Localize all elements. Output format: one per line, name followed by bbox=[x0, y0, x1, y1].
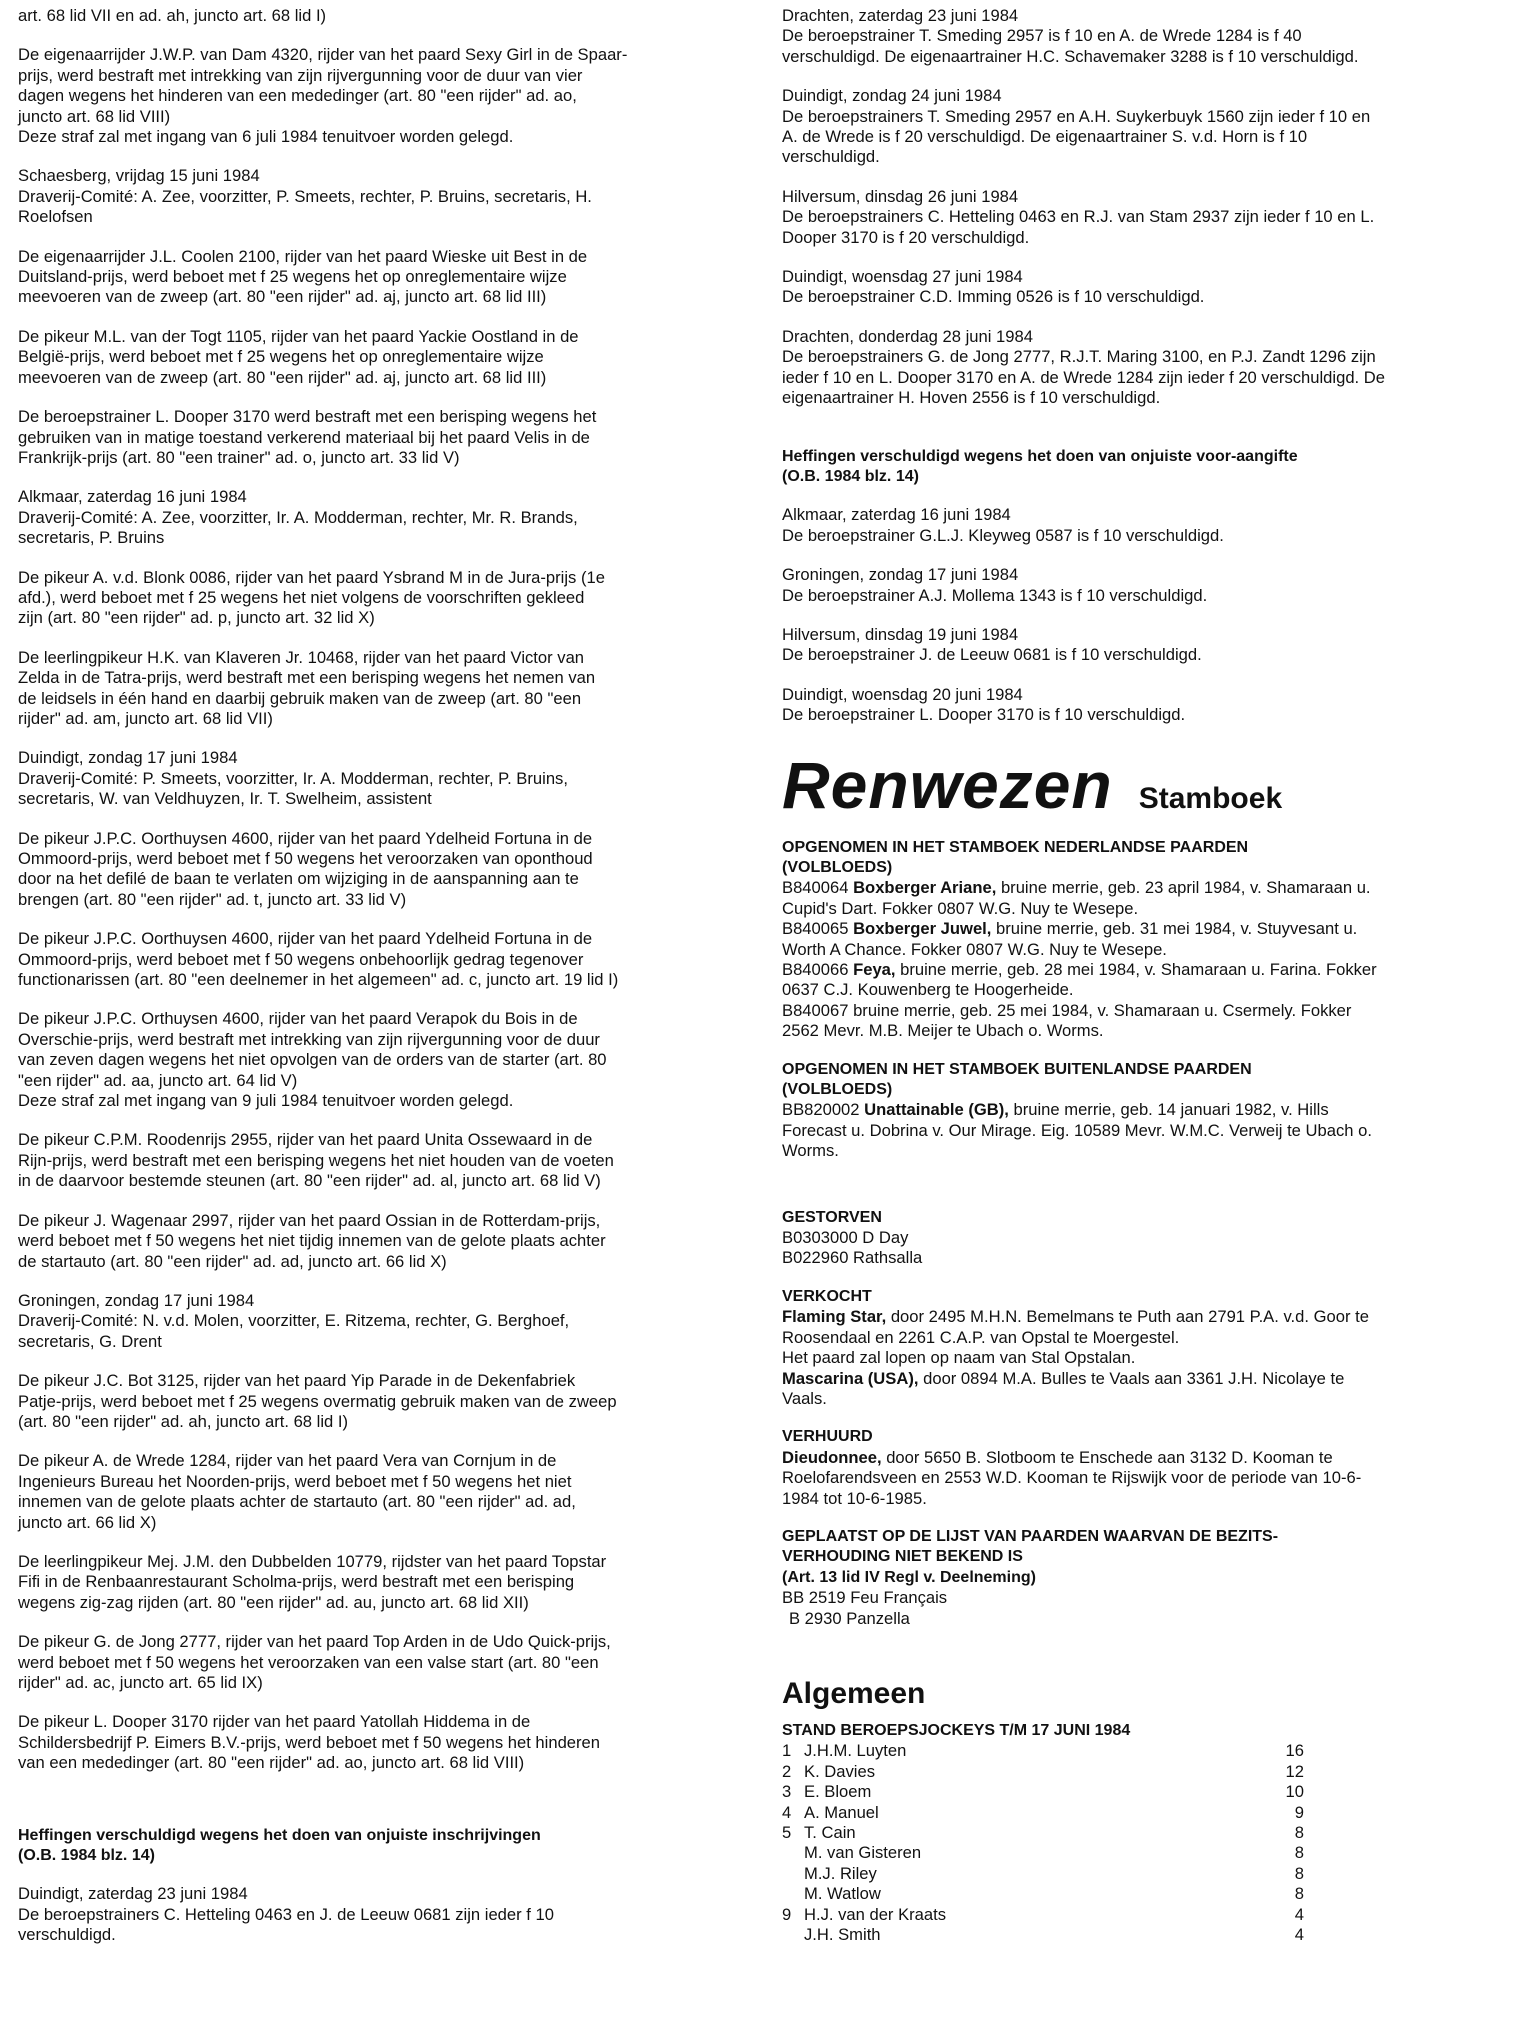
standings-heading: STAND BEROEPSJOCKEYS T/M 17 JUNI 1984 bbox=[782, 1721, 1131, 1739]
right-subhead bbox=[782, 447, 1492, 488]
rank-cell bbox=[782, 1843, 804, 1863]
horse-name: Unattainable (GB), bbox=[864, 1100, 1009, 1120]
paragraph bbox=[18, 45, 728, 147]
entry-text: bruine merrie, geb. 14 januari 1982, v. Hills bbox=[1013, 1100, 1329, 1120]
text-line: Frankrijk-prijs (art. 80 "een trainer" ad. o, juncto art. 33 lid V) bbox=[18, 447, 460, 467]
text-line: rijder" ad. ac, juncto art. 65 lid IX) bbox=[18, 1673, 263, 1692]
jockey-name-cell: K. Davies bbox=[804, 1761, 876, 1781]
text-line: De leerlingpikeur Mej. J.M. den Dubbelden 10779, rijdster van het paard Topstar bbox=[18, 1551, 607, 1571]
text-line: Roelofsen bbox=[18, 207, 93, 227]
text-line: werd beboet met f 50 wegens het veroorzaken van een valse start (art. 80 "een bbox=[18, 1652, 599, 1672]
text-line: meevoeren van de zweep (art. 80 "een rijder" ad. aj, juncto art. 68 lid III) bbox=[18, 287, 547, 307]
text-line: Rijn-prijs, werd bestraft met een berisping wegens het niet houden van de voeten bbox=[18, 1150, 614, 1170]
section-heading: VERHOUDING NIET BEKEND IS bbox=[782, 1548, 1023, 1566]
paragraph bbox=[782, 187, 1492, 248]
text-line: De eigenaarrijder J.W.P. van Dam 4320, rijder van het paard Sexy Girl in de Spaar- bbox=[18, 45, 628, 65]
rank-cell: 3 bbox=[782, 1782, 792, 1802]
stamboek-entry bbox=[782, 1100, 1492, 1120]
horse-name: Mascarina (USA), bbox=[782, 1368, 919, 1388]
text-line: De pikeur J.C. Bot 3125, rijder van het paard Yip Parade in de Dekenfabriek bbox=[18, 1371, 576, 1391]
table-row bbox=[782, 1843, 1304, 1863]
text-line: in de daarvoor bestemde steunen (art. 80 "een rijder" ad. al, juncto art. 68 lid V) bbox=[18, 1171, 601, 1191]
section-heading: VERHUURD bbox=[782, 1428, 873, 1446]
text-line: A. de Wrede is f 20 verschuldigd. De eigenaartrainer S. v.d. Horn is f 10 bbox=[782, 127, 1308, 147]
jockey-name-cell: H.J. van der Kraats bbox=[804, 1904, 947, 1924]
text-line: Draverij-Comité: A. Zee, voorzitter, P. Smeets, rechter, P. Bruins, secretaris, H. bbox=[18, 186, 592, 206]
section-heading: OPGENOMEN IN HET STAMBOEK BUITENLANDSE PAARDEN bbox=[782, 1060, 1252, 1078]
list-item bbox=[782, 1369, 1492, 1389]
horse-name: Feya, bbox=[853, 960, 896, 979]
text-line: Drachten, donderdag 28 juni 1984 bbox=[782, 326, 1033, 346]
text-line: van een mededinger (art. 80 "een rijder" ad. ao, juncto art. 68 lid VIII) bbox=[18, 1753, 525, 1773]
paragraph bbox=[782, 625, 1492, 666]
entry-text: Roelofarendsveen en 2553 W.D. Kooman te Rijswijk voor de periode van 10-6- bbox=[782, 1468, 1362, 1488]
paragraph bbox=[18, 1552, 728, 1613]
entry-text: bruine merrie, geb. 23 april 1984, v. Shamaraan u. bbox=[1000, 878, 1371, 898]
verhuurd-section bbox=[782, 1427, 1492, 1509]
section-heading: OPGENOMEN IN HET STAMBOEK NEDERLANDSE PAARDEN bbox=[782, 838, 1249, 856]
paragraph bbox=[782, 6, 1492, 67]
text-line: De beroepstrainers C. Hetteling 0463 en J. de Leeuw 0681 zijn ieder f 10 bbox=[18, 1904, 554, 1924]
left-subhead bbox=[18, 1826, 728, 1867]
text-line: De beroepstrainer J. de Leeuw 0681 is f 10 verschuldigd. bbox=[782, 645, 1202, 665]
rank-cell bbox=[782, 1864, 804, 1884]
gestorven-section bbox=[782, 1208, 1492, 1269]
jockey-name-cell: A. Manuel bbox=[804, 1802, 879, 1822]
entry-text: Worth A Chance. Fokker 0807 W.G. Nuy te Wesepe. bbox=[782, 939, 1167, 959]
points-cell: 8 bbox=[1294, 1843, 1304, 1863]
left-last-paragraph bbox=[18, 1884, 728, 1945]
text-line: juncto art. 66 lid X) bbox=[18, 1512, 157, 1532]
text-line: dagen wegens het hinderen van een mededinger (art. 80 "een rijder" ad. ao, bbox=[18, 86, 577, 106]
horse-name: Dieudonnee, bbox=[782, 1447, 882, 1467]
text-line: Draverij-Comité: N. v.d. Molen, voorzitter, E. Ritzema, rechter, G. Berghoef, bbox=[18, 1311, 570, 1331]
verkocht-section bbox=[782, 1287, 1492, 1409]
text-line: Schaesberg, vrijdag 15 juni 1984 bbox=[18, 166, 260, 186]
text-line: Ommoord-prijs, werd beboet met f 50 wegens het veroorzaken van oponthoud bbox=[18, 849, 593, 868]
paragraph bbox=[782, 565, 1492, 606]
section-heading: (VOLBLOEDS) bbox=[782, 858, 893, 876]
stamboek-entry bbox=[782, 1001, 1492, 1021]
paragraph bbox=[18, 1371, 728, 1432]
text-line: functionarissen (art. 80 "een deelnemer in het algemeen" ad. c, juncto art. 19 lid I) bbox=[18, 970, 619, 990]
text-line: zijn (art. 80 "een rijder" ad. p, juncto art. 32 lid X) bbox=[18, 608, 375, 628]
text-line: De beroepstrainer C.D. Imming 0526 is f 10 verschuldigd. bbox=[782, 287, 1205, 307]
text-line: De pikeur G. de Jong 2777, rijder van het paard Top Arden in de Udo Quick-prijs, bbox=[18, 1632, 611, 1652]
stamboek-buitenlandse-section bbox=[782, 1060, 1492, 1162]
entry-text: door 5650 B. Slotboom te Enschede aan 3132 D. Kooman te bbox=[886, 1447, 1333, 1467]
text-line: Alkmaar, zaterdag 16 juni 1984 bbox=[782, 505, 1011, 525]
text-line: De beroepstrainers C. Hetteling 0463 en R.J. van Stam 2937 zijn ieder f 10 en L. bbox=[782, 207, 1375, 227]
text-line: Dooper 3170 is f 20 verschuldigd. bbox=[782, 227, 1030, 247]
entry-code: B840064 bbox=[782, 878, 849, 898]
subhead-line: Heffingen verschuldigd wegens het doen van onjuiste voor-aangifte bbox=[782, 447, 1298, 465]
subhead-line: Heffingen verschuldigd wegens het doen van onjuiste inschrijvingen bbox=[18, 1826, 541, 1844]
rank-cell bbox=[782, 1925, 804, 1945]
entry-code: B840066 bbox=[782, 960, 849, 979]
entry-text: Roosendaal en 2261 C.A.P. van Opstal te Moergestel. bbox=[782, 1327, 1180, 1347]
text-line: juncto art. 68 lid VIII) bbox=[18, 106, 171, 126]
text-line: innemen van de gelote plaats achter de startauto (art. 80 "een rijder" ad. ad, bbox=[18, 1492, 576, 1512]
paragraph bbox=[18, 327, 728, 388]
left-paragraphs bbox=[18, 6, 728, 1774]
text-line: Hilversum, dinsdag 26 juni 1984 bbox=[782, 186, 1019, 206]
stamboek-entry bbox=[782, 960, 1492, 980]
entry-text: Forecast u. Dobrina v. Our Mirage. Eig. 10589 Mevr. W.M.C. Verweij te Ubach o. bbox=[782, 1120, 1372, 1140]
text-line: Fifi in de Renbaanrestaurant Scholma-prijs, werd bestraft met een berisping bbox=[18, 1572, 575, 1592]
text-line: Draverij-Comité: P. Smeets, voorzitter, Ir. A. Modderman, rechter, P. Bruins, bbox=[18, 768, 568, 788]
paragraph bbox=[18, 1451, 728, 1533]
table-row bbox=[782, 1762, 1304, 1782]
text-line: De pikeur A. v.d. Blonk 0086, rijder van het paard Ysbrand M in de Jura-prijs (1e bbox=[18, 567, 605, 587]
table-row bbox=[782, 1884, 1304, 1904]
entry-text: bruine merrie, geb. 31 mei 1984, v. Stuyvesant u. bbox=[996, 919, 1358, 939]
text-line: Duindigt, zondag 24 juni 1984 bbox=[782, 86, 1002, 106]
paragraph bbox=[18, 568, 728, 629]
paragraph bbox=[18, 166, 728, 227]
horse-name: Flaming Star, bbox=[782, 1307, 887, 1327]
paragraph bbox=[18, 1291, 728, 1352]
text-line: De beroepstrainer L. Dooper 3170 werd bestraft met een berisping wegens het bbox=[18, 407, 597, 427]
text-line: Duindigt, zondag 17 juni 1984 bbox=[18, 748, 238, 768]
stamboek-entry bbox=[782, 878, 1492, 898]
subhead-line: (O.B. 1984 blz. 14) bbox=[18, 1847, 155, 1865]
points-cell: 9 bbox=[1294, 1802, 1304, 1822]
text-line: Overschie-prijs, werd bestraft met intrekking van zijn rijvergunning voor de duur bbox=[18, 1029, 600, 1049]
paragraph bbox=[782, 505, 1492, 546]
text-line: secretaris, G. Drent bbox=[18, 1331, 162, 1351]
paragraph bbox=[18, 6, 728, 26]
text-line: verschuldigd. bbox=[782, 147, 880, 167]
points-cell: 10 bbox=[1285, 1782, 1304, 1802]
text-line: "een rijder" ad. aa, juncto art. 64 lid V) bbox=[18, 1070, 298, 1090]
points-cell: 16 bbox=[1285, 1741, 1304, 1761]
table-row bbox=[782, 1925, 1304, 1945]
text-line: werd beboet met f 50 wegens het niet tijdig innemen van de gelote plaats achter bbox=[18, 1231, 606, 1251]
text-line: De beroepstrainer A.J. Mollema 1343 is f 10 verschuldigd. bbox=[782, 585, 1208, 605]
text-line: de startauto (art. 80 "een rijder" ad. ad, juncto art. 66 lid X) bbox=[18, 1251, 447, 1271]
algemeen-title: Algemeen bbox=[782, 1676, 926, 1710]
paragraph bbox=[18, 1130, 728, 1191]
text-line: art. 68 lid VII en ad. ah, juncto art. 68 lid I) bbox=[18, 6, 327, 25]
section-heading: GEPLAATST OP DE LIJST VAN PAARDEN WAARVAN DE BEZITS- bbox=[782, 1527, 1279, 1545]
points-cell: 8 bbox=[1294, 1884, 1304, 1904]
rank-cell: 5 bbox=[782, 1823, 792, 1842]
stamboek-nederlandse-section bbox=[782, 838, 1492, 1042]
entry-code: B840065 bbox=[782, 919, 849, 939]
text-line: rijder" ad. am, juncto art. 68 lid VII) bbox=[18, 708, 273, 728]
table-row bbox=[782, 1782, 1304, 1802]
text-line: Ingenieurs Bureau het Noorden-prijs, werd beboet met f 50 wegens het niet bbox=[18, 1471, 572, 1491]
text-line: Groningen, zondag 17 juni 1984 bbox=[18, 1290, 255, 1310]
right-column bbox=[782, 6, 1492, 1945]
paragraph bbox=[18, 247, 728, 308]
rank-cell: 4 bbox=[782, 1802, 792, 1822]
text-line: De pikeur L. Dooper 3170 rijder van het paard Yatollah Hiddema in de bbox=[18, 1712, 531, 1732]
text-line: België-prijs, werd beboet met f 25 wegens het op onreglementaire wijze bbox=[18, 347, 544, 367]
list-item: B0303000 D Day bbox=[782, 1228, 909, 1248]
paragraph bbox=[18, 1211, 728, 1272]
entry-text: door 2495 M.H.N. Bemelmans te Puth aan 2791 P.A. v.d. Goor te bbox=[890, 1307, 1369, 1327]
text-line: wegens zig-zag rijden (art. 80 "een rijder" ad. au, juncto art. 68 lid XII) bbox=[18, 1592, 529, 1612]
paragraph bbox=[782, 327, 1492, 409]
text-line: De pikeur A. de Wrede 1284, rijder van het paard Vera van Cornjum in de bbox=[18, 1451, 557, 1471]
paragraph bbox=[18, 1712, 728, 1773]
points-cell: 12 bbox=[1285, 1761, 1304, 1781]
text-line: Alkmaar, zaterdag 16 juni 1984 bbox=[18, 487, 247, 507]
section-heading: (VOLBLOEDS) bbox=[782, 1081, 893, 1099]
text-line: Groningen, zondag 17 juni 1984 bbox=[782, 565, 1019, 585]
right-paragraphs-2 bbox=[782, 505, 1492, 725]
entry-text: Het paard zal lopen op naam van Stal Opstalan. bbox=[782, 1348, 1136, 1368]
left-column bbox=[18, 6, 728, 1946]
paragraph bbox=[18, 648, 728, 730]
algemeen-section bbox=[782, 1677, 1492, 1945]
paragraph bbox=[18, 929, 728, 990]
text-line: meevoeren van de zweep (art. 80 "een rijder" ad. aj, juncto art. 68 lid III) bbox=[18, 367, 547, 387]
paragraph bbox=[782, 86, 1492, 168]
text-line: Duindigt, woensdag 27 juni 1984 bbox=[782, 267, 1023, 287]
text-line: de leidsels in één hand en daarbij gebruik maken van de zweep (art. 80 "een bbox=[18, 688, 582, 708]
text-line: verschuldigd. De eigenaartrainer H.C. Schavemaker 3288 is f 10 verschuldigd. bbox=[782, 46, 1359, 66]
entry-code: BB820002 bbox=[782, 1100, 860, 1120]
renwezen-subtitle: Stamboek bbox=[1138, 781, 1283, 815]
stamboek-entry bbox=[782, 919, 1492, 939]
text-line: De pikeur C.P.M. Roodenrijs 2955, rijder van het paard Unita Ossewaard in de bbox=[18, 1130, 593, 1150]
text-line: van zeven dagen wegens het niet opvolgen van de orders van de starter (art. 80 bbox=[18, 1050, 607, 1070]
entry-text: Cupid's Dart. Fokker 0807 W.G. Nuy te Wesepe. bbox=[782, 898, 1139, 918]
text-line: Schildersbedrijf P. Eimers B.V.-prijs, werd beboet met f 50 wegens het hinderen bbox=[18, 1732, 601, 1752]
stamboek-entries bbox=[782, 878, 1492, 1041]
text-line: Hilversum, dinsdag 19 juni 1984 bbox=[782, 624, 1019, 644]
text-line: afd.), werd beboet met f 25 wegens het niet volgens de voorschriften gekleed bbox=[18, 587, 585, 607]
text-line: eigenaartrainer H. Hoven 2556 is f 10 verschuldigd. bbox=[782, 388, 1161, 408]
jockey-name-cell: T. Cain bbox=[804, 1823, 856, 1842]
horse-name: Boxberger Juwel, bbox=[853, 919, 992, 939]
list-item: BB 2519 Feu Français bbox=[782, 1588, 948, 1608]
text-line: De pikeur J.P.C. Orthuysen 4600, rijder van het paard Verapok du Bois in de bbox=[18, 1009, 578, 1029]
points-cell: 8 bbox=[1294, 1863, 1304, 1883]
entry-text: bruine merrie, geb. 28 mei 1984, v. Shamaraan u. Farina. Fokker bbox=[900, 960, 1377, 979]
text-line: prijs, werd bestraft met intrekking van zijn rijvergunning voor de duur van vier bbox=[18, 65, 583, 85]
text-line: De beroepstrainers G. de Jong 2777, R.J.T. Maring 3100, en P.J. Zandt 1296 zijn bbox=[782, 347, 1376, 367]
renwezen-heading bbox=[782, 747, 1492, 822]
text-line: De beroepstrainer L. Dooper 3170 is f 10 verschuldigd. bbox=[782, 705, 1186, 725]
text-line: Drachten, zaterdag 23 juni 1984 bbox=[782, 6, 1019, 25]
text-line: De pikeur J.P.C. Oorthuysen 4600, rijder van het paard Ydelheid Fortuna in de bbox=[18, 828, 593, 848]
table-row bbox=[782, 1823, 1304, 1843]
paragraph bbox=[18, 487, 728, 548]
points-cell: 4 bbox=[1294, 1925, 1304, 1945]
entry-text: door 0894 M.A. Bulles te Vaals aan 3361 J.H. Nicolaye te bbox=[923, 1368, 1345, 1388]
text-line: verschuldigd. bbox=[18, 1925, 116, 1945]
table-row bbox=[782, 1905, 1304, 1925]
text-line: Duindigt, woensdag 20 juni 1984 bbox=[782, 684, 1023, 704]
list-item: B022960 Rathsalla bbox=[782, 1248, 923, 1268]
text-line: ieder f 10 en L. Dooper 3170 en A. de Wrede 1284 zijn ieder f 20 verschuldigd. De bbox=[782, 367, 1385, 387]
rank-cell: 1 bbox=[782, 1741, 792, 1761]
list-item: B 2930 Panzella bbox=[789, 1608, 910, 1628]
section-heading: VERKOCHT bbox=[782, 1287, 872, 1305]
text-line: gebruiken van in matige toestand verkerend materiaal bij het paard Velis in de bbox=[18, 427, 590, 447]
text-line: brengen (art. 80 "een rijder" ad. t, juncto art. 33 lid V) bbox=[18, 889, 407, 909]
text-line: De beroepstrainers T. Smeding 2957 en A.H. Suykerbuyk 1560 zijn ieder f 10 en bbox=[782, 106, 1371, 126]
jockey-name-cell: M.J. Riley bbox=[804, 1863, 877, 1883]
list-item bbox=[782, 1307, 1492, 1327]
text-line: De pikeur J.P.C. Oorthuysen 4600, rijder van het paard Ydelheid Fortuna in de bbox=[18, 929, 593, 949]
text-line: Duitsland-prijs, werd beboet met f 25 wegens het op onreglementaire wijze bbox=[18, 267, 567, 287]
table-row bbox=[782, 1864, 1304, 1884]
subhead-line: (O.B. 1984 blz. 14) bbox=[782, 467, 919, 485]
text-line: De beroepstrainer T. Smeding 2957 is f 10 en A. de Wrede 1284 is f 40 bbox=[782, 26, 1302, 46]
jockey-name-cell: J.H. Smith bbox=[804, 1925, 881, 1945]
jockey-name-cell: J.H.M. Luyten bbox=[804, 1741, 907, 1761]
paragraph bbox=[782, 685, 1492, 726]
geplaatst-section bbox=[782, 1527, 1492, 1629]
entry-text: 1984 tot 10-6-1985. bbox=[782, 1488, 927, 1508]
rank-cell: 9 bbox=[782, 1904, 792, 1924]
paragraph bbox=[18, 829, 728, 911]
paragraph bbox=[782, 267, 1492, 308]
text-line: De leerlingpikeur H.K. van Klaveren Jr. 10468, rijder van het paard Victor van bbox=[18, 647, 585, 667]
text-line: secretaris, P. Bruins bbox=[18, 528, 165, 548]
section-heading: (Art. 13 lid IV Regl v. Deelneming) bbox=[782, 1568, 1036, 1586]
text-line: secretaris, W. van Veldhuyzen, Ir. T. Swelheim, assistent bbox=[18, 789, 432, 809]
paragraph bbox=[18, 407, 728, 468]
paragraph bbox=[18, 748, 728, 809]
renwezen-title: Renwezen bbox=[782, 747, 1113, 822]
entry-text: 0637 C.J. Kouwenberg te Hoogerheide. bbox=[782, 980, 1074, 1000]
rank-cell: 2 bbox=[782, 1761, 792, 1781]
text-line: Patje-prijs, werd beboet met f 25 wegens overmatig gebruik maken van de zweep bbox=[18, 1391, 617, 1411]
text-line: De eigenaarrijder J.L. Coolen 2100, rijder van het paard Wieske uit Best in de bbox=[18, 246, 588, 266]
text-line: Duindigt, zaterdag 23 juni 1984 bbox=[18, 1884, 248, 1904]
entry-text: Vaals. bbox=[782, 1388, 827, 1408]
list-item bbox=[782, 1448, 1492, 1468]
paragraph bbox=[18, 1009, 728, 1111]
standings-table bbox=[782, 1741, 1304, 1945]
table-row bbox=[782, 1741, 1304, 1761]
entry-text: Worms. bbox=[782, 1141, 839, 1161]
horse-name: Boxberger Ariane, bbox=[853, 878, 997, 898]
text-line: De pikeur J. Wagenaar 2997, rijder van het paard Ossian in de Rotterdam-prijs, bbox=[18, 1210, 601, 1230]
rank-cell bbox=[782, 1884, 804, 1904]
entry-text: 2562 Mevr. M.B. Meijer te Ubach o. Worms. bbox=[782, 1021, 1104, 1041]
jockey-name-cell: M. Watlow bbox=[804, 1884, 881, 1904]
entry-code: B840067 bbox=[782, 1000, 849, 1020]
jockey-name-cell: E. Bloem bbox=[804, 1782, 872, 1802]
right-paragraphs bbox=[782, 6, 1492, 409]
section-heading: GESTORVEN bbox=[782, 1208, 882, 1226]
points-cell: 4 bbox=[1294, 1904, 1304, 1924]
text-line: Zelda in de Tatra-prijs, werd bestraft met een berisping wegens het nemen van bbox=[18, 668, 596, 688]
text-line: Ommoord-prijs, werd beboet met f 50 wegens onbehoorlijk gedrag tegenover bbox=[18, 949, 584, 969]
table-row bbox=[782, 1803, 1304, 1823]
jockey-name-cell: M. van Gisteren bbox=[804, 1843, 922, 1863]
text-line: door na het defilé de baan te verlaten om wijziging in de aanspanning aan te bbox=[18, 869, 579, 889]
text-line: De pikeur M.L. van der Togt 1105, rijder van het paard Yackie Oostland in de bbox=[18, 326, 579, 346]
text-line: Deze straf zal met ingang van 9 juli 1984 tenuitvoer worden gelegd. bbox=[18, 1091, 514, 1111]
text-line: De beroepstrainer G.L.J. Kleyweg 0587 is f 10 verschuldigd. bbox=[782, 525, 1224, 545]
text-line: Draverij-Comité: A. Zee, voorzitter, Ir. A. Modderman, rechter, Mr. R. Brands, bbox=[18, 507, 578, 527]
points-cell: 8 bbox=[1294, 1823, 1304, 1842]
entry-text: bruine merrie, geb. 25 mei 1984, v. Shamaraan u. Csermely. Fokker bbox=[853, 1000, 1352, 1020]
text-line: (art. 80 "een rijder" ad. ah, juncto art. 68 lid I) bbox=[18, 1411, 348, 1431]
paragraph bbox=[18, 1632, 728, 1693]
text-line: Deze straf zal met ingang van 6 juli 1984 tenuitvoer worden gelegd. bbox=[18, 127, 514, 147]
